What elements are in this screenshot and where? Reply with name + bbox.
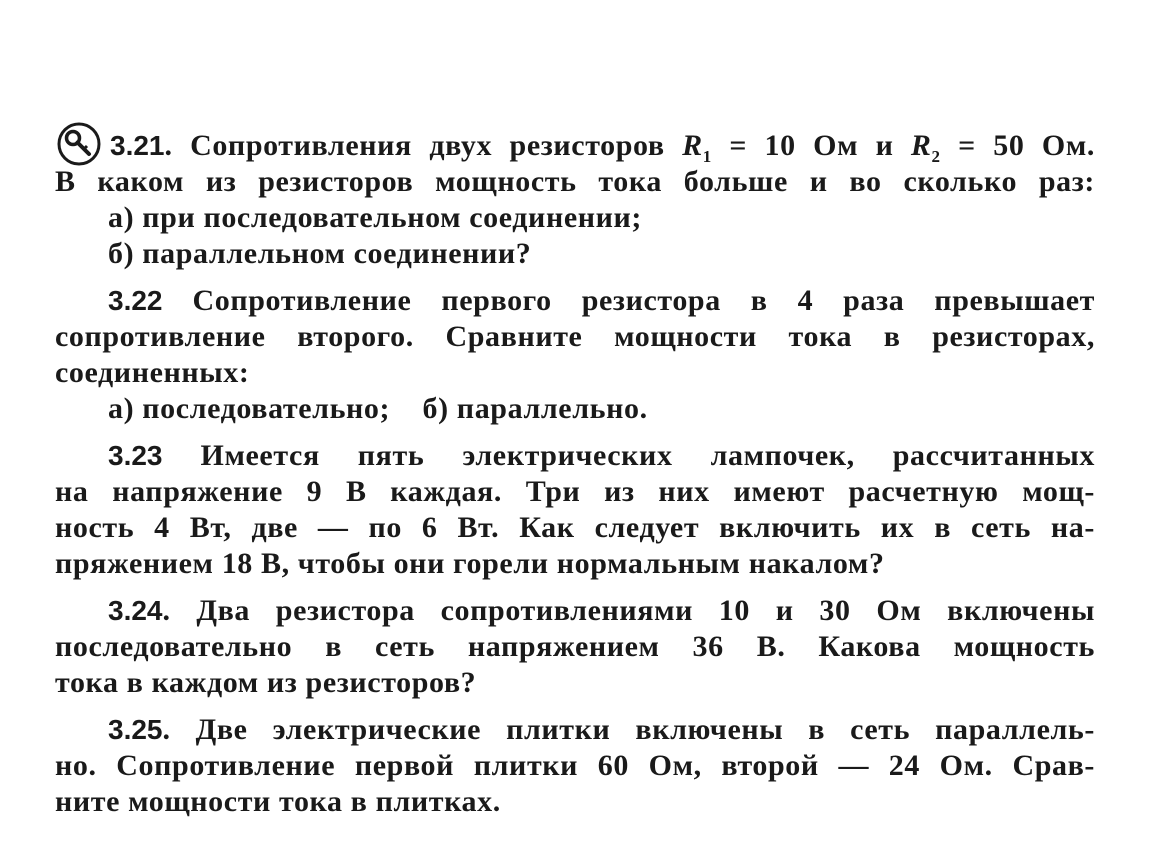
problem-number: 3.24 [108,595,163,626]
problem-3-23-line-1: 3.23 Имеется пять электрических лампочек, рассчитанных [108,439,1095,472]
problem-3-24-line-1: 3.24. Два резистора сопротивлениями 10 и 30 Ом включены [108,594,1095,627]
problem-3-22-line-2: сопротивление второго. Сравните мощности тока в резисторах, [55,320,1095,353]
problem-3-25-line-3: ните мощности тока в плитках. [55,785,501,818]
problem-3-23-line-4: пряжением 18 В, чтобы они горели нормальным накалом? [55,547,885,580]
problem-number: 3.25 [108,714,163,745]
problem-3-24-line-2: последовательно в сеть напряжением 36 В. Какова мощность [55,630,1095,663]
problem-number: 3.22 [108,285,163,316]
problem-3-22-line-3: соединенных: [55,356,250,389]
problem-number: 3.23 [108,440,163,471]
problem-3-21-line-4: б) параллельном соединении? [108,237,532,270]
problem-3-22-line-1: 3.22 Сопротивление первого резистора в 4 раза превышает [108,284,1095,317]
key-icon [56,121,102,167]
problem-3-24-line-3: тока в каждом из резисторов? [55,666,477,699]
problem-3-21-line-1: 3.21. Сопротивления двух резисторов $R_1 = 10$ Ом и $R_2 = 50$ Ом. [110,129,1095,166]
problem-3-22-line-4: а) последовательно; б) параллельно. [108,392,648,425]
problem-3-25-line-1: 3.25. Две электрические плитки включены в сеть параллель- [108,713,1095,746]
problem-3-23-line-3: ность 4 Вт, две — по 6 Вт. Как следует включить их в сеть на- [55,511,1095,544]
problem-3-23-line-2: на напряжение 9 В каждая. Три из них имеют расчетную мощ- [55,475,1095,508]
problem-3-25-line-2: но. Сопротивление первой плитки 60 Ом, второй — 24 Ом. Срав- [55,749,1095,782]
problem-3-21-line-2: В каком из резисторов мощность тока больше и во сколько раз: [55,165,1095,198]
problem-number: 3.21 [110,130,165,161]
problem-3-21-line-3: а) при последовательном соединении; [108,201,642,234]
